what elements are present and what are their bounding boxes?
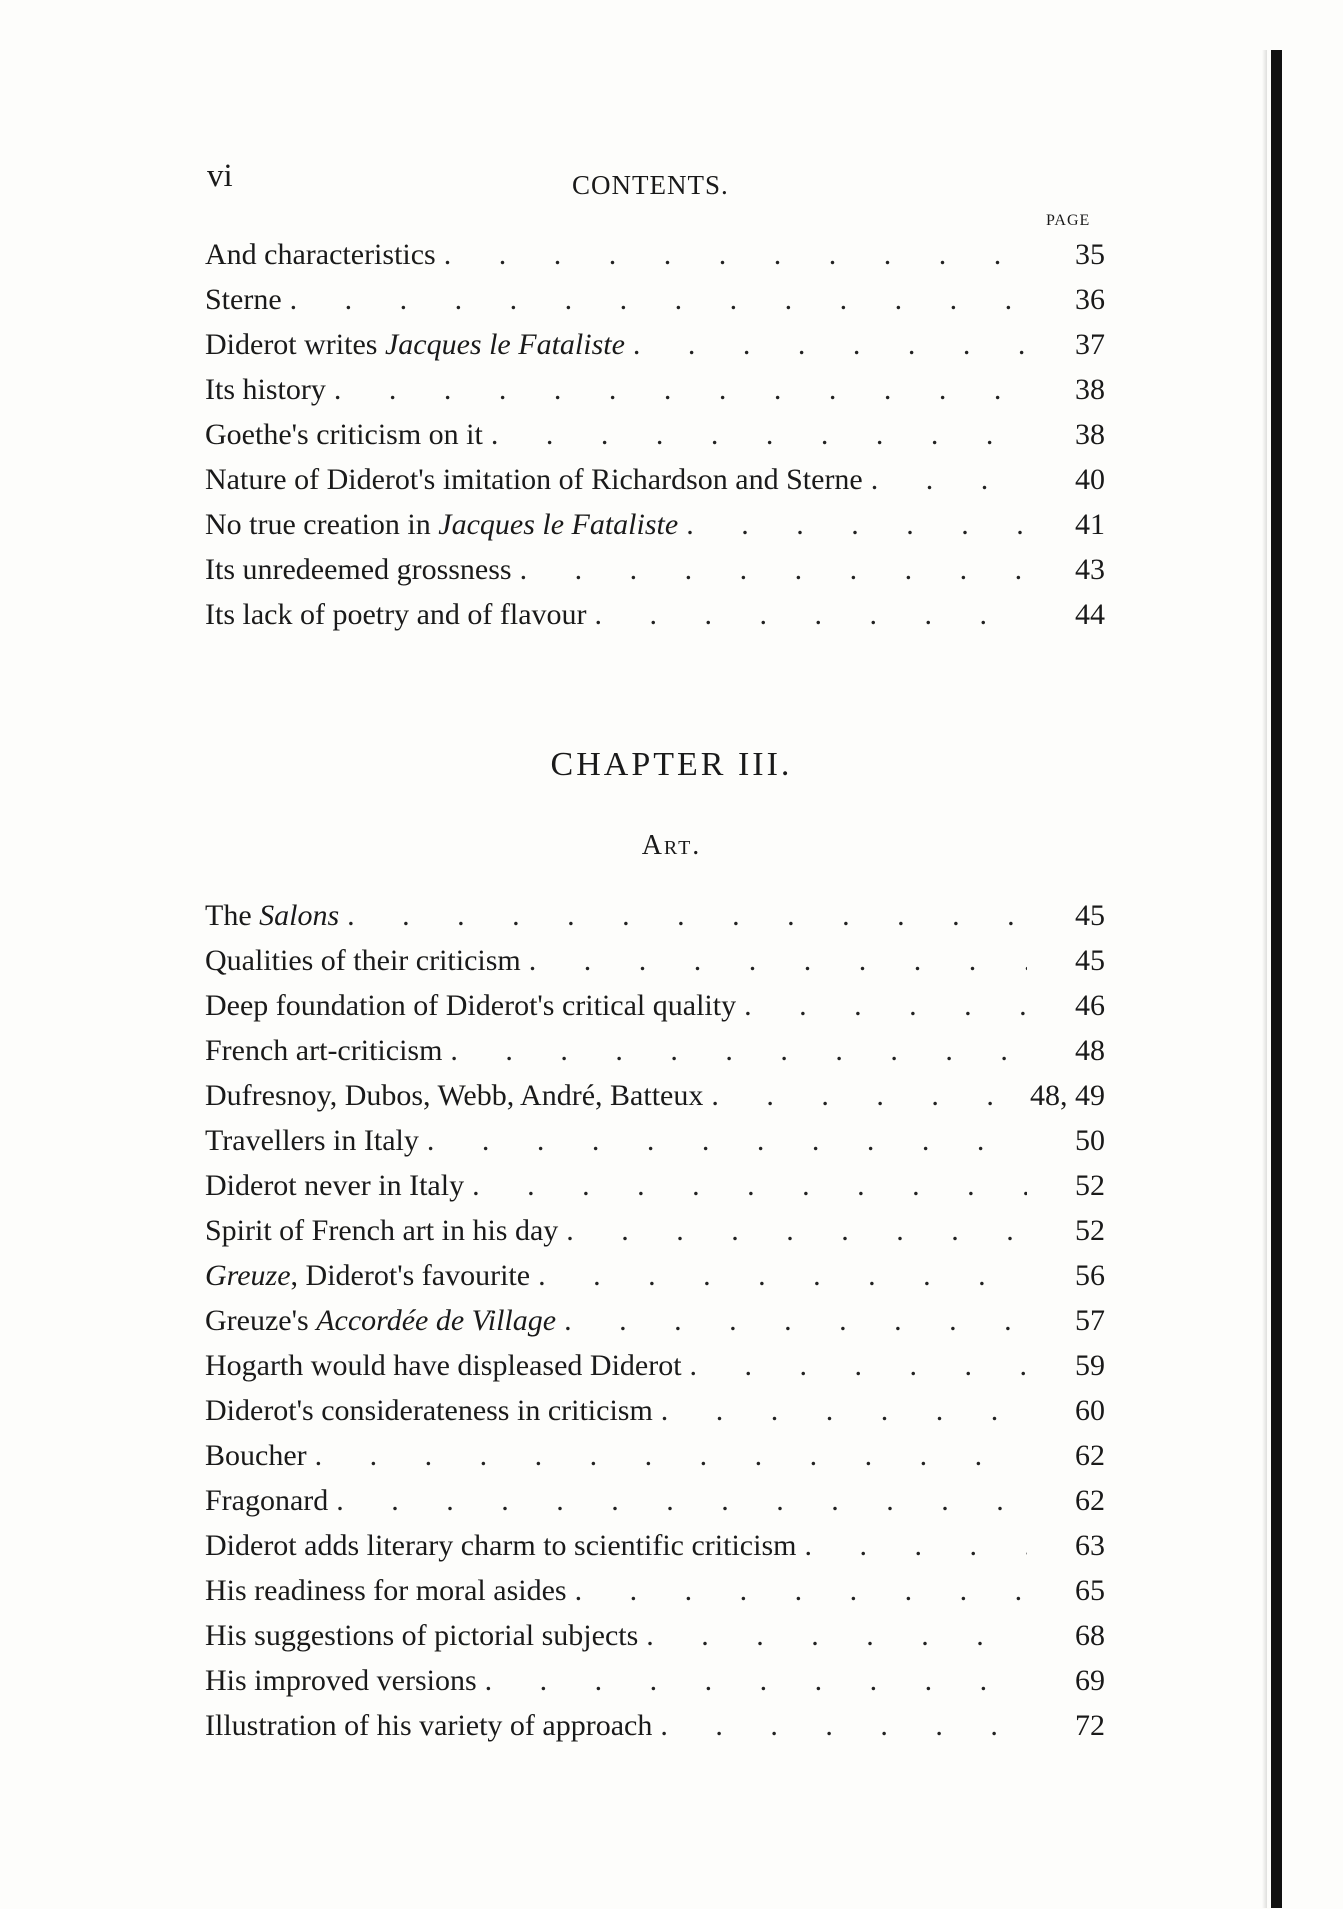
dot-leader [485,1658,1027,1703]
entry-page-number: 48, 49 [1030,1079,1105,1112]
entry-page-number: 48 [1075,1034,1105,1067]
contents-entry [205,1118,1105,1163]
entry-title [205,938,529,983]
contents-entry [205,1703,1105,1748]
entry-page-number: 72 [1075,1709,1105,1742]
folio-number: vi [207,158,233,194]
entry-page-number: 57 [1075,1304,1105,1337]
contents-entry [205,893,1105,938]
entry-page-number: 43 [1075,553,1105,586]
dot-leader [472,1163,1027,1208]
entry-title [205,1433,315,1478]
contents-entry [205,412,1105,457]
contents-entry [205,1433,1105,1478]
contents-entry [205,1343,1105,1388]
contents-entry [205,1478,1105,1523]
contents-entry [205,1163,1105,1208]
dot-leader [575,1568,1027,1613]
entry-title-italic: Salons [259,899,340,932]
entry-title-text: Dufresnoy, Dubos, Webb, André, Batteux [205,1079,704,1112]
entry-title [205,547,520,592]
dot-leader [290,277,1027,322]
entry-page-number: 46 [1075,989,1105,1022]
entry-title-text: Diderot's considerateness in criticism [205,1394,653,1427]
entry-title-text: Sterne [205,283,282,316]
entry-page-number: 36 [1075,283,1105,316]
dot-leader [660,1703,1027,1748]
entry-page-number: 69 [1075,1664,1105,1697]
entry-title-text: Its history [205,373,326,406]
entry-title [205,412,491,457]
entry-title-text: And characteristics [205,238,436,271]
entry-title-text: Fragonard [205,1484,329,1517]
contents-entry [205,322,1105,367]
entry-title [205,1658,485,1703]
entry-title [205,983,744,1028]
entry-title-text: , Diderot's favourite [290,1259,531,1292]
entry-title [205,1073,711,1118]
dot-leader [633,322,1027,367]
contents-entry [205,232,1105,277]
entry-title [205,502,686,547]
entry-title-text: Greuze's [205,1304,317,1337]
contents-entry [205,277,1105,322]
page-column-label: PAGE [1046,212,1091,229]
dot-leader [690,1343,1027,1388]
gutter-shadow [1262,50,1267,1908]
entry-title-text: Qualities of their criticism [205,944,521,977]
entry-title [205,1118,427,1163]
entry-title [205,1298,564,1343]
contents-list-chapter-ii [205,232,1105,637]
entry-title-text: Deep foundation of Diderot's critical quality [205,989,737,1022]
dot-leader [336,1478,1027,1523]
entry-title-text: His suggestions of pictorial subjects [205,1619,639,1652]
dot-leader [646,1613,1027,1658]
contents-entry [205,1208,1105,1253]
entry-title-text: French art-criticism [205,1034,443,1067]
entry-title [205,1028,450,1073]
dot-leader [427,1118,1027,1163]
page-header [207,158,1117,206]
entry-page-number: 62 [1075,1484,1105,1517]
entry-title [205,277,290,322]
entry-title [205,457,871,502]
contents-entry [205,983,1105,1028]
entry-page-number: 40 [1075,463,1105,496]
contents-entry [205,1523,1105,1568]
contents-entry [205,1028,1105,1073]
entry-page-number: 38 [1075,418,1105,451]
entry-page-number: 65 [1075,1574,1105,1607]
dot-leader [595,592,1027,637]
dot-leader [491,412,1027,457]
entry-page-number: 52 [1075,1169,1105,1202]
entry-title [205,1613,646,1658]
entry-title-text: Diderot adds literary charm to scientific criticism [205,1529,797,1562]
entry-title-italic: Jacques le Fataliste [438,508,679,541]
entry-title-text: The [205,899,260,932]
dot-leader [444,232,1027,277]
entry-title-text: Travellers in Italy [205,1124,419,1157]
entry-title [205,1523,804,1568]
entry-title [205,1343,690,1388]
entry-title [205,1208,566,1253]
entry-page-number: 68 [1075,1619,1105,1652]
entry-title-text: Nature of Diderot's imitation of Richardson and Sterne [205,463,863,496]
entry-title-text: His readiness for moral asides [205,1574,567,1607]
entry-page-number: 52 [1075,1214,1105,1247]
entry-title-text: Illustration of his variety of approach [205,1709,653,1742]
entry-page-number: 56 [1075,1259,1105,1292]
entry-title-text: Hogarth would have displeased Diderot [205,1349,682,1382]
entry-title [205,1478,336,1523]
entry-title-italic: Accordée de Village [316,1304,557,1337]
contents-entry [205,592,1105,637]
entry-page-number: 59 [1075,1349,1105,1382]
entry-page-number: 38 [1075,373,1105,406]
dot-leader [744,983,1027,1028]
contents-entry [205,1298,1105,1343]
entry-title-text: His improved versions [205,1664,477,1697]
contents-entry [205,1253,1105,1298]
entry-title-text: Diderot writes [205,328,385,361]
book-spine-edge [1271,50,1282,1908]
dot-leader [564,1298,1027,1343]
entry-title-text: Its lack of poetry and of flavour [205,598,587,631]
entry-page-number: 60 [1075,1394,1105,1427]
entry-title-text: Its unredeemed grossness [205,553,512,586]
dot-leader [871,457,1027,502]
contents-entry [205,502,1105,547]
entry-title [205,893,347,938]
dot-leader [686,502,1027,547]
entry-title [205,1388,661,1433]
dot-leader [661,1388,1027,1433]
entry-title [205,232,444,277]
entry-title-text: No true creation in [205,508,439,541]
running-title: CONTENTS. [572,170,729,200]
entry-title [205,1253,538,1298]
entry-title [205,322,633,367]
entry-page-number: 35 [1075,238,1105,271]
entry-title-text: Goethe's criticism on it [205,418,483,451]
contents-entry [205,1613,1105,1658]
dot-leader [538,1253,1027,1298]
entry-title [205,1703,660,1748]
dot-leader [315,1433,1027,1478]
entry-title [205,592,595,637]
dot-leader [804,1523,1027,1568]
contents-entry [205,938,1105,983]
entry-title-text: Diderot never in Italy [205,1169,465,1202]
entry-title-italic: Greuze [205,1259,291,1292]
contents-list-chapter-iii [205,893,1105,1748]
dot-leader [529,938,1027,983]
chapter-subtitle: Art. [641,830,702,861]
entry-title-italic: Jacques le Fataliste [384,328,625,361]
contents-entry [205,1388,1105,1433]
chapter-heading: CHAPTER III. [550,746,793,783]
entry-page-number: 37 [1075,328,1105,361]
entry-page-number: 45 [1075,899,1105,932]
contents-entry [205,1658,1105,1703]
dot-leader [520,547,1027,592]
entry-title [205,1568,575,1613]
entry-page-number: 44 [1075,598,1105,631]
contents-entry [205,1073,1105,1118]
dot-leader [450,1028,1027,1073]
entry-page-number: 45 [1075,944,1105,977]
entry-title-text: Spirit of French art in his day [205,1214,559,1247]
entry-page-number: 62 [1075,1439,1105,1472]
dot-leader [566,1208,1027,1253]
entry-title-text: Boucher [205,1439,307,1472]
dot-leader [711,1073,1022,1118]
entry-page-number: 63 [1075,1529,1105,1562]
contents-entry [205,367,1105,412]
entry-page-number: 50 [1075,1124,1105,1157]
dot-leader [334,367,1027,412]
entry-title [205,1163,472,1208]
dot-leader [347,893,1027,938]
contents-entry [205,547,1105,592]
contents-entry [205,1568,1105,1613]
entry-title [205,367,334,412]
contents-entry [205,457,1105,502]
entry-page-number: 41 [1075,508,1105,541]
